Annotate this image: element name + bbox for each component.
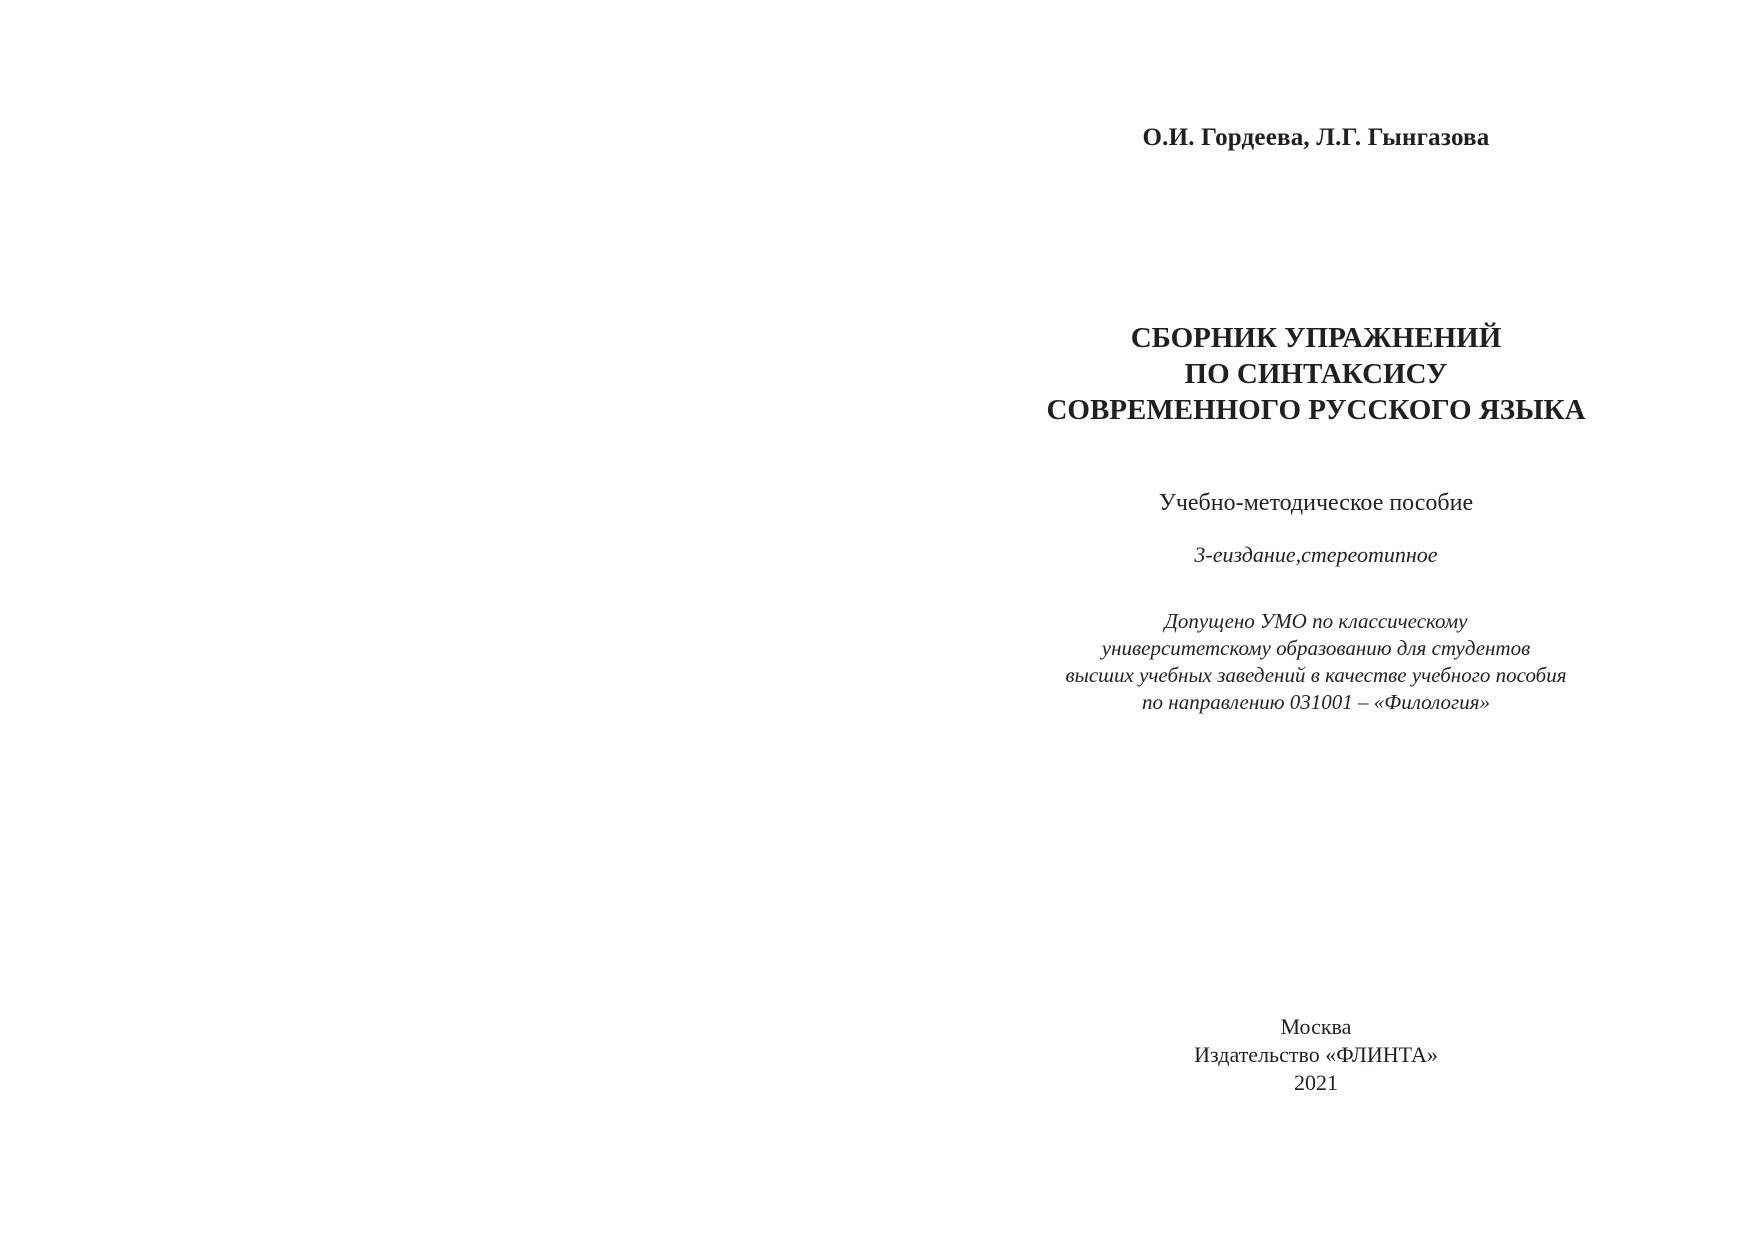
title-line: ПО СИНТАКСИСУ bbox=[1184, 358, 1448, 390]
approval-line: университетскому образованию для студентов bbox=[1101, 636, 1531, 660]
imprint bbox=[877, 1013, 1755, 1097]
approval-line: по направлению 031001 – «Филология» bbox=[1142, 690, 1490, 714]
approval-line: высших учебных заведений в качестве учебного пособия bbox=[1065, 663, 1567, 687]
title-line: СБОРНИК УПРАЖНЕНИЙ bbox=[1130, 322, 1502, 354]
imprint-year: 2021 bbox=[1294, 1070, 1338, 1095]
book-subtitle: Учебно-методическое пособие bbox=[1158, 490, 1474, 516]
left-page-blank bbox=[0, 0, 877, 1240]
edition-note: 3-еиздание,стереотипное bbox=[1194, 542, 1438, 567]
imprint-publisher: Издательство «ФЛИНТА» bbox=[1194, 1042, 1438, 1067]
approval-statement bbox=[877, 608, 1755, 716]
title-line: СОВРЕМЕННОГО РУССКОГО ЯЗЫКА bbox=[1046, 394, 1586, 426]
book-title bbox=[877, 320, 1755, 428]
approval-line: Допущено УМО по классическому bbox=[1164, 609, 1468, 633]
title-page bbox=[877, 0, 1755, 1240]
imprint-city: Москва bbox=[1280, 1014, 1352, 1039]
authors: О.И. Гордеева, Л.Г. Гынгазова bbox=[1142, 124, 1490, 151]
